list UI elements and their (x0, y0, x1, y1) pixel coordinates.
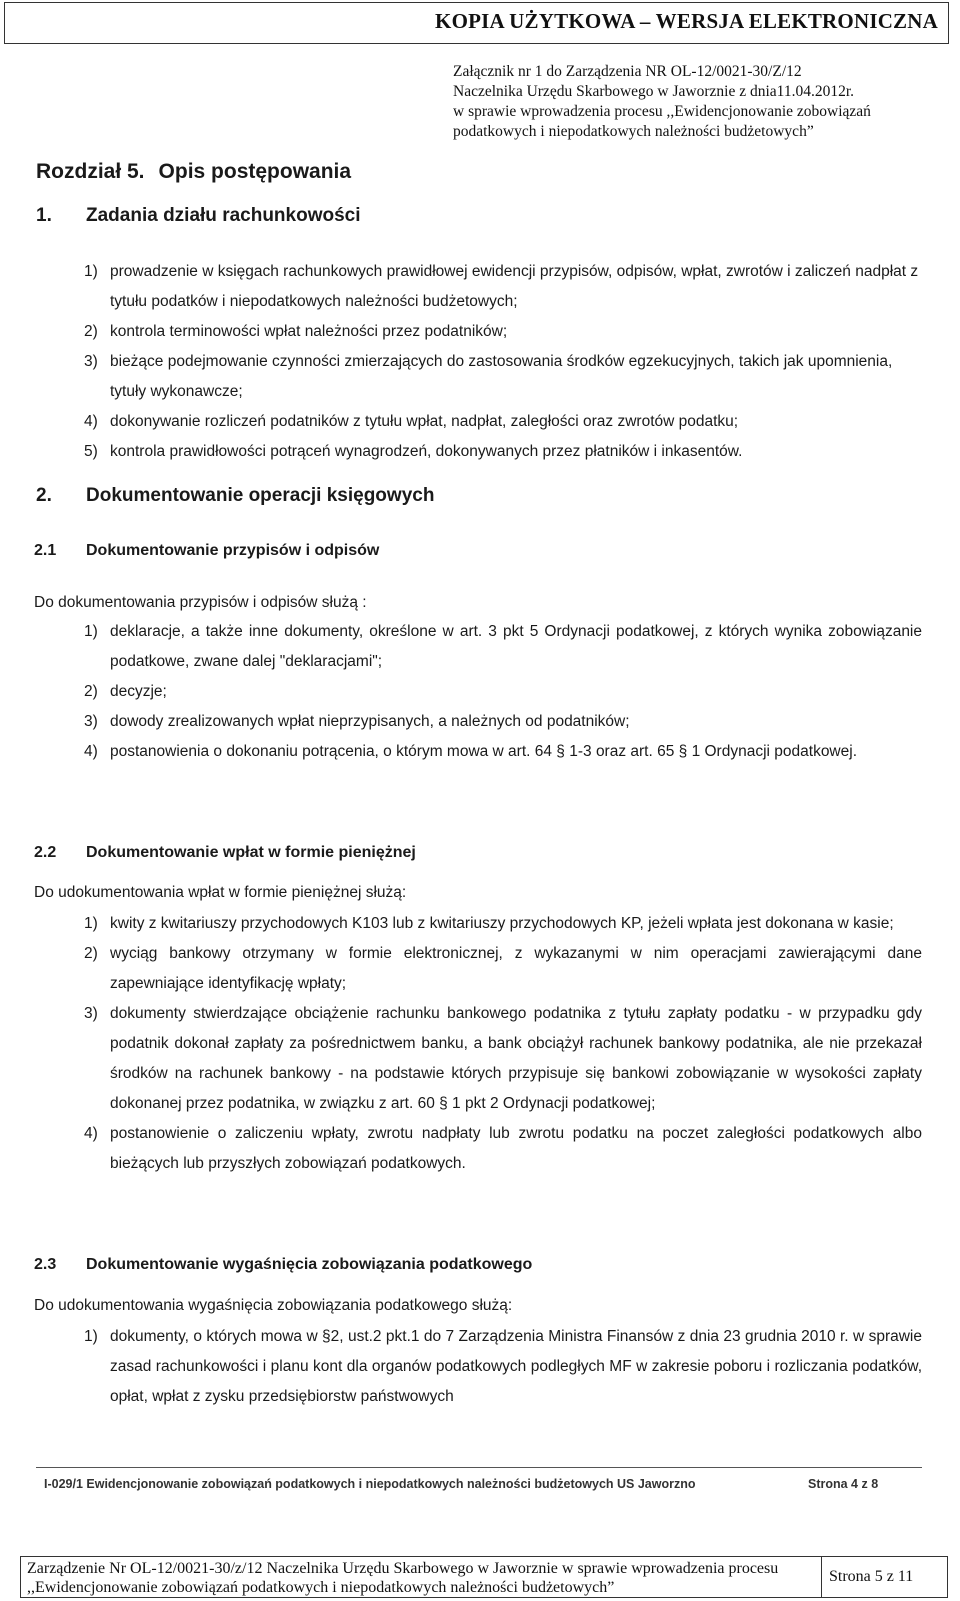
list-item-number: 5) (84, 443, 98, 460)
annex-line: podatkowych i niepodatkowych należności budżetowych” (453, 123, 814, 140)
subsection-number: 2.1 (34, 542, 57, 559)
top-banner (4, 2, 949, 44)
list-item-text: dokonywanie rozliczeń podatników z tytułu wpłat, nadpłat, zaległości oraz zwrotów podatku; (110, 413, 739, 430)
annex-line: w sprawie wprowadzenia procesu ,,Ewidencjonowanie zobowiązań (453, 103, 871, 120)
subsection-number: 2.3 (34, 1256, 57, 1273)
subsection-title: Dokumentowanie przypisów i odpisów (86, 542, 380, 559)
list-item-number: 4) (84, 1125, 98, 1142)
list-item (84, 317, 922, 347)
list-item-text: dowody zrealizowanych wpłat nieprzypisanych, a należnych od podatników; (110, 713, 630, 730)
footer-reference-line: Zarządzenie Nr OL-12/0021-30/z/12 Naczelnika Urzędu Skarbowego w Jaworznie w sprawie wprowadzenia procesu (27, 1560, 779, 1577)
list-item-text: dokumenty stwierdzające obciążenie rachunku bankowego podatnika z tytułu zapłaty podatku - w przypadku gdy podatnik dokonał zapłaty za pośrednictwem banku, a bank obciążył rachunek bankowy podatnika, ale nie przekazał środków na rachunek bankowy - na podstawie których przypisuje się bankowi zobowiązanie w wysokości zapłaty dokonanej przez podatnika, w związku z art. 60 § 1 pkt 2 Ordynacji podatkowej; (110, 1005, 922, 1112)
section-number: 1. (36, 205, 52, 226)
chapter-heading (36, 160, 351, 184)
subsection-number: 2.2 (34, 844, 57, 861)
section-number: 2. (36, 485, 52, 506)
list-item-number: 3) (84, 353, 98, 370)
subsection-2-2-list (84, 909, 922, 1179)
list-item-text: decyzje; (110, 683, 167, 700)
inner-footer-rule (36, 1467, 922, 1468)
list-item-number: 1) (84, 623, 98, 640)
list-item-number: 4) (84, 413, 98, 430)
list-item-number: 3) (84, 1005, 98, 1022)
list-item (84, 737, 922, 767)
list-item-number: 1) (84, 263, 98, 280)
list-item-text: bieżące podejmowanie czynności zmierzających do zastosowania środków egzekucyjnych, takich jak upomnienia, tytuły wykonawcze; (110, 353, 893, 400)
section-2-heading (36, 485, 434, 507)
list-item-number: 1) (84, 1328, 98, 1345)
banner-title: KOPIA UŻYTKOWA – WERSJA ELEKTRONICZNA (435, 9, 938, 33)
subsection-title: Dokumentowanie wpłat w formie pieniężnej (86, 844, 416, 861)
list-item (84, 407, 922, 437)
list-item-text: wyciąg bankowy otrzymany w formie elektronicznej, z wykazanymi w nim operacjami zawierającymi dane zapewniające identyfikację wpłaty; (110, 945, 922, 992)
footer-reference (27, 1559, 817, 1597)
subsection-2-2-intro: Do udokumentowania wpłat w formie pieniężnej służą: (34, 884, 407, 901)
list-item (84, 437, 922, 467)
subsection-2-3-intro: Do udokumentowania wygaśnięcia zobowiązania podatkowego służą: (34, 1297, 513, 1314)
subsection-2-3-list (84, 1322, 922, 1412)
section-1-heading (36, 205, 361, 227)
footer-reference-line: ,,Ewidencjonowanie zobowiązań podatkowych i niepodatkowych należności budżetowych” (27, 1579, 615, 1596)
list-item-text: kontrola terminowości wpłat należności przez podatników; (110, 323, 508, 340)
list-item-text: deklaracje, a także inne dokumenty, określone w art. 3 pkt 5 Ordynacji podatkowej, z których wynika zobowiązanie podatkowe, zwane dalej "deklaracjami"; (110, 623, 922, 670)
list-item (84, 707, 922, 737)
subsection-2-1-list (84, 617, 922, 767)
page-number: Strona 5 z 11 (829, 1568, 914, 1585)
section-title: Zadania działu rachunkowości (86, 205, 361, 226)
list-item (84, 999, 922, 1119)
list-item-number: 3) (84, 713, 98, 730)
annex-header (453, 62, 953, 142)
list-item-text: postanowienia o dokonaniu potrącenia, o którym mowa w art. 64 § 1-3 oraz art. 65 § 1 Ordynacji podatkowej. (110, 743, 857, 760)
list-item-text: postanowienie o zaliczeniu wpłaty, zwrotu nadpłaty lub zwrotu podatku na poczet zaległości podatkowych albo bieżących lub przyszłych zobowiązań podatkowych. (110, 1125, 922, 1172)
section-title: Dokumentowanie operacji księgowych (86, 485, 435, 506)
footer-divider (821, 1557, 822, 1597)
list-item-text: kontrola prawidłowości potrąceń wynagrodzeń, dokonywanych przez płatników i inkasentów. (110, 443, 743, 460)
section-1-list (84, 257, 922, 467)
bottom-footer (20, 1556, 948, 1598)
list-item (84, 909, 922, 939)
list-item (84, 347, 922, 407)
subsection-title: Dokumentowanie wygaśnięcia zobowiązania podatkowego (86, 1256, 533, 1273)
subsection-2-2-heading (34, 844, 416, 862)
subsection-2-1-intro: Do dokumentowania przypisów i odpisów służą : (34, 594, 367, 611)
list-item (84, 257, 922, 317)
list-item (84, 1322, 922, 1412)
subsection-2-1-heading (34, 542, 379, 560)
chapter-title: Opis postępowania (158, 160, 352, 183)
list-item (84, 1119, 922, 1179)
list-item-number: 2) (84, 945, 98, 962)
list-item-text: dokumenty, o których mowa w §2, ust.2 pkt.1 do 7 Zarządzenia Ministra Finansów z dnia 23 grudnia 2010 r. w sprawie zasad rachunkowości i planu kont dla organów podatkowych podległych MF w zakresie poboru i rozliczania podatków, opłat, wpłat z zysku przedsiębiorstw państwowych (110, 1328, 922, 1405)
list-item-number: 4) (84, 743, 98, 760)
list-item-text: kwity z kwitariuszy przychodowych K103 lub z kwitariuszy przychodowych KP, jeżeli wpłata jest dokonana w kasie; (110, 915, 894, 932)
annex-line: Naczelnika Urzędu Skarbowego w Jaworznie z dnia11.04.2012r. (453, 83, 855, 100)
list-item-number: 2) (84, 683, 98, 700)
subsection-2-3-heading (34, 1256, 532, 1274)
chapter-number: Rozdział 5. (36, 160, 145, 183)
inner-footer-title: I-029/1 Ewidencjonowanie zobowiązań podatkowych i niepodatkowych należności budżetowych US Jaworzno (44, 1477, 696, 1491)
list-item-number: 2) (84, 323, 98, 340)
list-item-number: 1) (84, 915, 98, 932)
list-item (84, 617, 922, 677)
list-item (84, 677, 922, 707)
list-item (84, 939, 922, 999)
annex-line: Załącznik nr 1 do Zarządzenia NR OL-12/0021-30/Z/12 (453, 63, 802, 80)
list-item-text: prowadzenie w księgach rachunkowych prawidłowej ewidencji przypisów, odpisów, wpłat, zwrotów i zaliczeń nadpłat z tytułu podatków i niepodatkowych należności budżetowych; (110, 263, 919, 310)
inner-footer-page: Strona 4 z 8 (808, 1477, 879, 1491)
